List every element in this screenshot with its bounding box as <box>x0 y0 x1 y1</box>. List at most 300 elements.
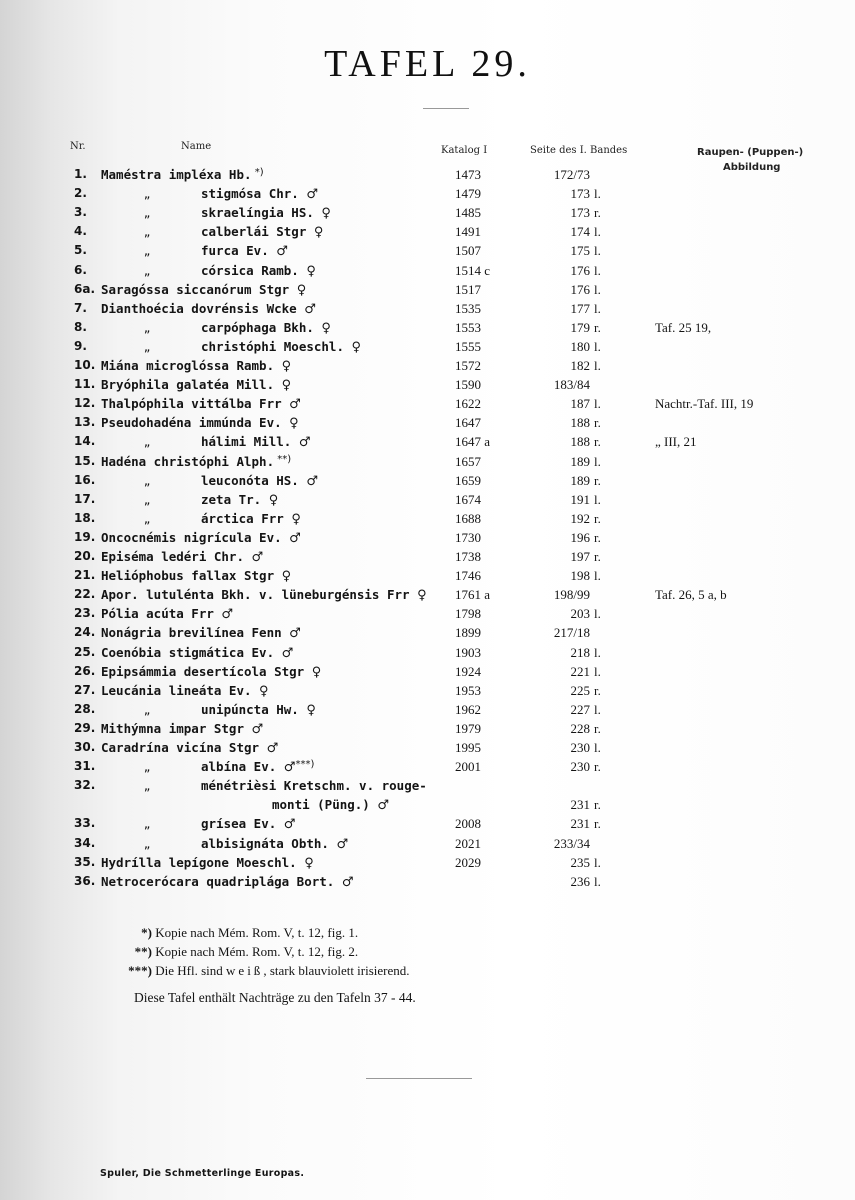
row-number: 23. <box>74 606 96 621</box>
species-name: Caradrína vicína Stgr <box>101 740 260 755</box>
table-row <box>0 205 855 224</box>
header-abbildung-line2: Abbildung <box>723 162 781 173</box>
species-name-cell <box>101 396 301 412</box>
species-name-cell <box>101 282 306 298</box>
row-number: 2. <box>74 186 87 201</box>
species-name: córsica Ramb. <box>201 262 299 278</box>
species-name: Helióphobus fallax Stgr <box>101 568 275 584</box>
species-name-cell <box>101 568 291 584</box>
page-side: l. <box>594 701 601 717</box>
table-row <box>0 702 855 721</box>
page-number: 233/34 <box>553 835 590 851</box>
ditto-mark: „ <box>143 703 151 717</box>
katalog-number: 2008 <box>455 816 481 832</box>
page-reference <box>530 377 610 393</box>
species-name-cell <box>101 702 316 718</box>
page-side: r. <box>594 816 601 832</box>
katalog-number: 1590 <box>455 377 481 393</box>
page-reference <box>530 339 610 355</box>
page-side: l. <box>594 186 601 202</box>
species-name: Leucánia lineáta Ev. <box>101 682 252 698</box>
ditto-mark: „ <box>143 780 151 794</box>
row-number: 36. <box>74 873 96 888</box>
page-side: l. <box>594 568 601 584</box>
ditto-mark: „ <box>143 226 151 240</box>
ditto-mark: „ <box>143 818 151 832</box>
row-number: 8. <box>74 319 87 334</box>
katalog-number: 1953 <box>455 682 481 698</box>
ditto-mark: „ <box>143 436 151 450</box>
table-row <box>0 587 855 606</box>
row-number: 17. <box>74 491 96 506</box>
species-name-cell <box>272 797 389 813</box>
species-name-cell <box>101 339 361 355</box>
katalog-number: 1479 <box>455 186 481 202</box>
page-number: 173 <box>570 205 590 221</box>
species-name-cell <box>101 625 301 641</box>
male-symbol-icon: ♂ <box>251 721 264 737</box>
table-row <box>0 778 855 797</box>
footnote <box>120 925 358 941</box>
ditto-mark: „ <box>143 321 151 335</box>
species-name: Nonágria brevilínea Fenn <box>101 625 282 641</box>
row-number: 1. <box>74 167 87 181</box>
species-name: albína Ev. <box>201 759 277 775</box>
male-symbol-icon: ♂ <box>281 645 294 661</box>
species-name: Hydrílla lepígone Moeschl. <box>101 854 297 870</box>
row-number: 10. <box>74 358 96 372</box>
ditto-mark: „ <box>143 493 151 507</box>
species-name-cell <box>101 186 318 202</box>
page-number: 189 <box>570 472 590 488</box>
katalog-number: 1798 <box>455 606 481 622</box>
species-name: Netrocerócara quadriplága Bort. <box>101 873 335 889</box>
page-number: 198 <box>570 568 590 584</box>
row-number: 30. <box>74 740 96 754</box>
page-side: l. <box>594 491 601 507</box>
female-symbol-icon: ♀ <box>259 683 269 699</box>
publisher-line: Spuler, Die Schmetterlinge Europas. <box>100 1168 305 1179</box>
species-name-cell <box>101 759 314 775</box>
species-name-cell <box>101 874 353 890</box>
end-note: Diese Tafel enthält Nachträge zu den Tafeln 37 - 44. <box>134 990 416 1005</box>
species-name-cell <box>101 301 316 317</box>
row-number: 4. <box>74 224 87 239</box>
page-reference <box>530 358 610 374</box>
katalog-number: 1657 <box>455 453 481 469</box>
row-number: 13. <box>74 415 96 430</box>
page-reference <box>530 759 610 775</box>
page-number: 182 <box>570 358 590 373</box>
species-name-cell <box>101 740 278 756</box>
page-number: 236 <box>570 873 590 889</box>
footnote-text: Kopie nach Mém. Rom. V, t. 12, fig. 1. <box>155 925 359 940</box>
page-reference <box>530 167 610 183</box>
species-name: ménétrièsi Kretschm. v. rouge- <box>201 778 427 794</box>
page-side: l. <box>594 644 601 660</box>
species-name: Apor. lutulénta Bkh. v. lüneburgénsis Frr <box>101 587 410 603</box>
katalog-number: 1514 c <box>455 262 491 278</box>
species-name-cell <box>101 587 427 603</box>
male-symbol-icon: ♂ <box>251 550 264 565</box>
katalog-number: 1688 <box>455 510 481 526</box>
male-symbol-icon: ♂ <box>289 626 301 642</box>
page-number: 217/18 <box>553 625 590 641</box>
page-reference <box>530 530 610 546</box>
table-row <box>0 855 855 874</box>
species-name: christóphi Moeschl. <box>201 338 344 354</box>
table-row <box>0 454 855 473</box>
bottom-divider <box>366 1078 472 1079</box>
footnote-mark: **) <box>134 944 152 959</box>
male-symbol-icon: ♂ <box>341 874 354 890</box>
female-symbol-icon: ♀ <box>291 511 301 527</box>
katalog-number: 1903 <box>455 644 481 660</box>
page-side: l. <box>594 281 601 297</box>
table-row <box>0 186 855 205</box>
page-number: 189 <box>570 453 590 469</box>
male-symbol-icon: ♂ <box>266 741 279 756</box>
katalog-number: 1924 <box>455 663 481 679</box>
species-name: hálimi Mill. <box>201 434 292 450</box>
title-divider <box>423 108 469 109</box>
table-row <box>0 434 855 453</box>
male-symbol-icon: ♂ <box>283 760 296 776</box>
table-row <box>0 511 855 530</box>
page-side: l. <box>594 224 601 240</box>
page-side: l. <box>594 358 601 373</box>
page-number: 192 <box>570 510 590 526</box>
row-number: 31. <box>74 759 96 774</box>
ditto-mark: „ <box>143 474 151 488</box>
page-number: 191 <box>570 491 590 507</box>
katalog-number: 1622 <box>455 396 481 412</box>
illustration-reference: Taf. 25 19, <box>655 319 712 335</box>
species-name: grísea Ev. <box>201 816 277 832</box>
page-reference <box>530 396 610 412</box>
page-side: r. <box>594 434 601 450</box>
page-reference <box>530 816 610 832</box>
katalog-number: 1738 <box>455 549 481 564</box>
page-number: 221 <box>570 663 590 679</box>
table-row <box>0 415 855 434</box>
table-row <box>0 836 855 855</box>
row-number: 11. <box>74 377 96 392</box>
female-symbol-icon: ♀ <box>289 416 299 432</box>
species-name-cell <box>101 530 301 546</box>
page-reference <box>530 320 610 336</box>
species-name-cell <box>101 645 293 661</box>
row-number: 29. <box>74 720 96 735</box>
species-name-cell <box>101 320 331 336</box>
species-name: stigmósa Chr. <box>201 186 299 202</box>
page-number: 175 <box>570 243 590 259</box>
species-name-cell <box>101 492 278 508</box>
male-symbol-icon: ♂ <box>306 473 319 489</box>
page-number: 218 <box>570 644 590 660</box>
page-number: 188 <box>570 415 590 431</box>
page-number: 230 <box>570 759 590 775</box>
katalog-number: 1659 <box>455 472 481 488</box>
katalog-number: 2029 <box>455 854 481 870</box>
species-name: calberlái Stgr <box>201 224 307 240</box>
katalog-number: 1647 a <box>455 434 491 450</box>
page-reference <box>530 492 610 508</box>
katalog-number: 1647 <box>455 415 481 431</box>
page-reference <box>530 645 610 661</box>
row-number: 20. <box>74 549 96 563</box>
page-reference <box>530 301 610 317</box>
page-reference <box>530 606 610 622</box>
page-side: r. <box>594 472 601 488</box>
page-reference <box>530 263 610 279</box>
katalog-number: 1507 <box>455 243 481 259</box>
species-name-cell <box>101 263 316 279</box>
page-reference <box>530 205 610 221</box>
katalog-number: 1899 <box>455 625 481 641</box>
row-number: 34. <box>74 835 96 850</box>
table-row <box>0 530 855 549</box>
page-side: r. <box>594 720 601 736</box>
row-number: 5. <box>74 243 87 258</box>
species-name-cell <box>101 511 301 527</box>
page-side: r. <box>594 205 601 221</box>
page-number: 177 <box>570 300 590 316</box>
page-reference <box>530 186 610 202</box>
page-reference <box>530 415 610 431</box>
table-row <box>0 625 855 644</box>
katalog-number: 1485 <box>455 205 481 221</box>
row-number: 33. <box>74 816 96 831</box>
page-reference <box>530 664 610 680</box>
footnote <box>120 963 410 979</box>
species-name: Episéma ledéri Chr. <box>101 549 244 564</box>
katalog-number: 2021 <box>455 835 481 851</box>
page-reference <box>530 625 610 641</box>
species-name: carpóphaga Bkh. <box>201 319 314 335</box>
ditto-mark: „ <box>143 264 151 278</box>
table-row <box>0 816 855 835</box>
female-symbol-icon: ♀ <box>417 588 427 604</box>
row-number: 16. <box>74 472 96 487</box>
table-row <box>0 549 855 568</box>
row-number: 25. <box>74 644 96 659</box>
illustration-reference: Nachtr.-Taf. III, 19 <box>655 396 754 412</box>
species-name: Hadéna christóphi Alph. <box>101 453 275 469</box>
page-side: r. <box>594 797 601 813</box>
species-name: furca Ev. <box>201 243 269 259</box>
header-abbildung-line1: Raupen- (Puppen-) <box>697 147 804 158</box>
species-name-cell <box>101 855 314 871</box>
page-number: 228 <box>570 720 590 736</box>
table-row <box>0 740 855 759</box>
species-name: Epipsámmia desertícola Stgr <box>101 663 305 679</box>
row-number: 24. <box>74 625 96 640</box>
page-side: l. <box>594 300 601 316</box>
katalog-number: 1746 <box>455 568 481 584</box>
page-reference <box>530 587 610 603</box>
row-number: 19. <box>74 529 96 544</box>
species-name: Mithýmna impar Stgr <box>101 720 244 736</box>
page-reference <box>530 549 610 565</box>
table-row <box>0 645 855 664</box>
species-name-cell <box>101 836 348 852</box>
table-row <box>0 606 855 625</box>
species-name-cell <box>101 721 263 737</box>
katalog-number: 1555 <box>455 338 481 354</box>
page-reference <box>530 721 610 737</box>
species-name: árctica Frr <box>201 510 284 526</box>
footnote <box>120 944 358 960</box>
female-symbol-icon: ♀ <box>281 359 292 374</box>
header-nr: Nr. <box>70 141 86 152</box>
row-number: 3. <box>74 205 87 220</box>
page-side: l. <box>594 453 601 469</box>
page-reference <box>530 874 610 890</box>
female-symbol-icon: ♀ <box>281 378 292 394</box>
row-number: 27. <box>74 682 96 697</box>
katalog-number: 1674 <box>455 491 481 507</box>
illustration-reference: „ III, 21 <box>655 434 697 450</box>
species-name-cell <box>101 454 291 469</box>
footnote-text: Kopie nach Mém. Rom. V, t. 12, fig. 2. <box>155 944 359 959</box>
footnote-mark: ***) <box>128 963 152 978</box>
female-symbol-icon: ♀ <box>268 492 279 508</box>
row-number: 26. <box>74 663 96 678</box>
species-name-cell <box>101 415 299 431</box>
footnote-text: Die Hfl. sind <box>155 963 227 978</box>
table-row <box>0 282 855 301</box>
species-name: Bryóphila galatéa Mill. <box>101 377 275 393</box>
page-number: 235 <box>570 854 590 870</box>
ditto-mark: „ <box>143 837 151 851</box>
page-side: r. <box>594 549 601 564</box>
male-symbol-icon: ♂ <box>304 301 316 317</box>
species-name: Miána microglóssa Ramb. <box>101 358 275 373</box>
page-number: 183/84 <box>553 377 590 393</box>
table-row <box>0 301 855 320</box>
page-title: TAFEL 29. <box>324 43 531 85</box>
female-symbol-icon: ♀ <box>281 569 292 585</box>
katalog-number: 1730 <box>455 529 481 545</box>
katalog-number: 1761 a <box>455 587 491 603</box>
table-row <box>0 664 855 683</box>
page-number: 188 <box>570 434 590 450</box>
page-number: 227 <box>570 701 590 717</box>
table-row <box>0 721 855 740</box>
table-row <box>0 377 855 396</box>
table-row <box>0 473 855 492</box>
page-reference <box>530 836 610 852</box>
page-number: 230 <box>570 740 590 755</box>
female-symbol-icon: ♀ <box>321 320 331 336</box>
species-name-cell <box>101 358 291 374</box>
species-name-cell <box>101 205 331 221</box>
male-symbol-icon: ♂ <box>289 530 301 546</box>
female-symbol-icon: ♀ <box>313 225 324 241</box>
table-row <box>0 568 855 587</box>
row-number: 21. <box>74 568 96 583</box>
species-name-cell <box>101 778 427 793</box>
species-name-cell <box>101 377 291 393</box>
male-symbol-icon: ♂ <box>306 187 319 203</box>
male-symbol-icon: ♂ <box>283 817 296 833</box>
page-number: 225 <box>570 682 590 698</box>
male-symbol-icon: ♂ <box>336 836 349 852</box>
species-name: leuconóta HS. <box>201 472 299 488</box>
species-name-cell <box>101 683 269 699</box>
page-reference <box>530 702 610 718</box>
footnote-ref: ***) <box>295 759 315 771</box>
species-name: Oncocnémis nigrícula Ev. <box>101 529 282 545</box>
page-number: 231 <box>570 797 590 813</box>
katalog-number: 1995 <box>455 740 481 755</box>
male-symbol-icon: ♂ <box>298 435 311 451</box>
page-side: l. <box>594 606 601 622</box>
ditto-mark: „ <box>143 340 151 354</box>
page-side: r. <box>594 415 601 431</box>
page-side: l. <box>594 338 601 354</box>
species-name-cell <box>101 224 323 240</box>
species-name-cell <box>101 243 288 259</box>
male-symbol-icon: ♂ <box>289 397 301 413</box>
page-reference <box>530 434 610 450</box>
page-side: l. <box>594 740 601 755</box>
footnote-emphasis: weiß <box>226 963 264 978</box>
page-side: l. <box>594 854 601 870</box>
table-row <box>0 358 855 377</box>
species-name-cell <box>101 549 263 565</box>
species-name: Pólia acúta Frr <box>101 606 214 622</box>
ditto-mark: „ <box>143 207 151 221</box>
table-row <box>0 339 855 358</box>
page-reference <box>530 683 610 699</box>
page-reference <box>530 473 610 489</box>
species-name: monti (Püng.) <box>272 797 370 813</box>
page-reference <box>530 282 610 298</box>
table-row <box>0 492 855 511</box>
page-side: l. <box>594 663 601 679</box>
page-side: l. <box>594 243 601 259</box>
katalog-number: 1572 <box>455 358 481 373</box>
table-row <box>0 759 855 778</box>
species-name: skraelíngia HS. <box>201 205 314 221</box>
footnote-ref: **) <box>274 453 292 465</box>
page-reference <box>530 511 610 527</box>
page-reference <box>530 740 610 756</box>
species-name: albisignáta Obth. <box>201 835 329 851</box>
table-row <box>0 683 855 702</box>
page-number: 179 <box>570 319 590 335</box>
page-number: 231 <box>570 816 590 832</box>
male-symbol-icon: ♂ <box>221 607 234 623</box>
female-symbol-icon: ♀ <box>321 206 331 222</box>
illustration-reference: Taf. 26, 5 a, b <box>655 587 727 603</box>
page-number: 176 <box>570 281 590 297</box>
table-row <box>0 224 855 243</box>
species-name: Thalpóphila vittálba Frr <box>101 396 282 412</box>
species-name-cell <box>101 167 264 182</box>
species-name-cell <box>101 606 233 622</box>
female-symbol-icon: ♀ <box>311 664 322 680</box>
page-reference <box>530 797 610 813</box>
species-name: zeta Tr. <box>201 491 262 507</box>
page-number: 174 <box>570 224 590 240</box>
page-number: 180 <box>570 338 590 354</box>
page-reference <box>530 855 610 871</box>
page-number: 173 <box>570 186 590 202</box>
species-name: Saragóssa siccanórum Stgr <box>101 281 290 297</box>
